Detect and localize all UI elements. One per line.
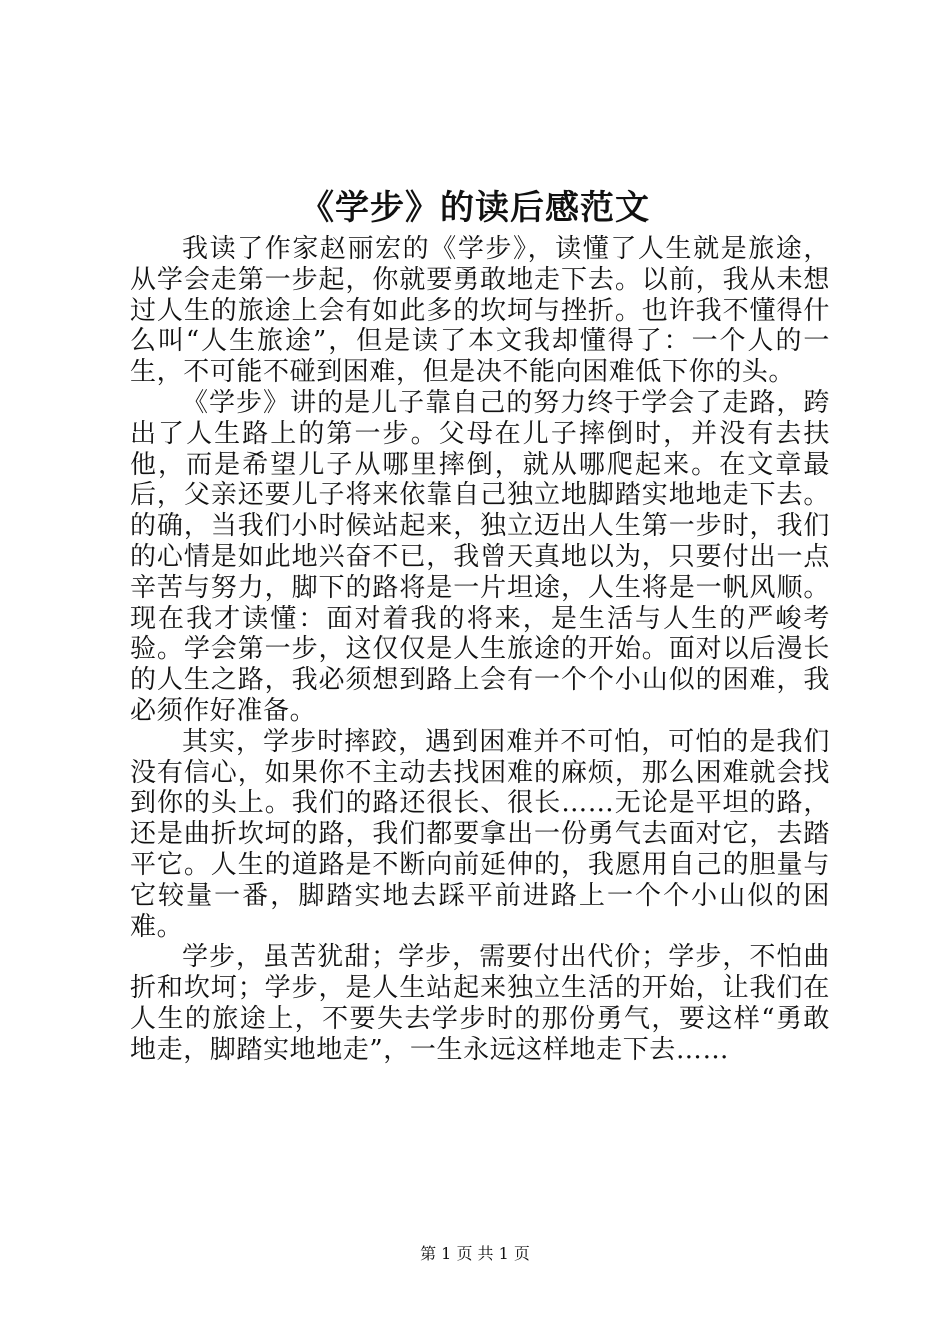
paragraph-3: 其实，学步时摔跤，遇到困难并不可怕，可怕的是我们没有信心，如果你不主动去找困难的麻烦，那么困难就会找到你的头上。我们的路还很长、很长……无论是平坦的路，还是曲折坎坷的路，我们都要拿出一份勇气去面对它，去踏平它。人生的道路是不断向前延伸的，我愿用自己的胆量与它较量一番，脚踏实地去踩平前进路上一个个小山似的困难。 (130, 726, 830, 942)
page-footer: 第 1 页 共 1 页 (420, 1244, 530, 1263)
document-title: 《学步》的读后感范文 (300, 188, 650, 228)
paragraph-1: 我读了作家赵丽宏的《学步》，读懂了人生就是旅途，从学会走第一步起，你就要勇敢地走下去。以前，我从未想过人生的旅途上会有如此多的坎坷与挫折。也许我不懂得什么叫“人生旅途”，但是读了本文我却懂得了：一个人的一生，不可能不碰到困难，但是决不能向困难低下你的头。 (130, 234, 830, 388)
paragraph-4: 学步，虽苦犹甜；学步，需要付出代价；学步，不怕曲折和坎坷；学步，是人生站起来独立生活的开始，让我们在人生的旅途上，不要失去学步时的那份勇气，要这样“勇敢地走，脚踏实地地走”，一生永远这样地走下去…… (130, 942, 830, 1065)
document-body (130, 234, 830, 1066)
paragraph-2: 《学步》讲的是儿子靠自己的努力终于学会了走路，跨出了人生路上的第一步。父母在儿子摔倒时，并没有去扶他，而是希望儿子从哪里摔倒，就从哪爬起来。在文章最后，父亲还要儿子将来依靠自己独立地脚踏实地地走下去。的确，当我们小时候站起来，独立迈出人生第一步时，我们的心情是如此地兴奋不已，我曾天真地以为，只要付出一点辛苦与努力，脚下的路将是一片坦途，人生将是一帆风顺。现在我才读懂：面对着我的将来，是生活与人生的严峻考验。学会第一步，这仅仅是人生旅途的开始。面对以后漫长的人生之路，我必须想到路上会有一个个小山似的困难，我必须作好准备。 (130, 387, 830, 726)
